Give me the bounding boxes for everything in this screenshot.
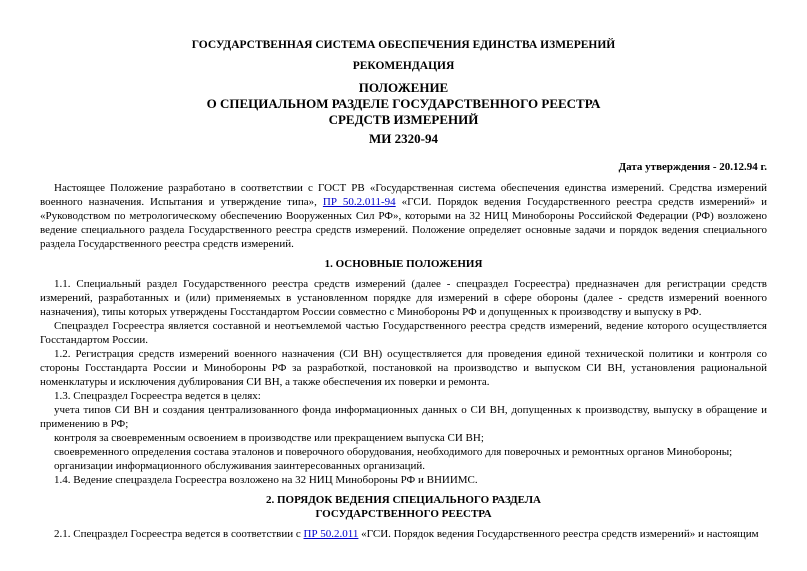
paragraph-1-4: 1.4. Ведение спецраздела Госреестра возложено на 32 НИЦ Минобороны РФ и ВНИИМС. <box>54 474 478 486</box>
pr-50-2-011-94-link[interactable]: ПР 50.2.011-94 <box>322 196 396 208</box>
paragraph-1-3c: своевременного определения состава эталонов и поверочного оборудования, необходимого для поверочных и ремонтных органов Минобороны; <box>54 446 733 458</box>
section-2-heading-line-2: ГОСУДАРСТВЕННОГО РЕЕСТРА <box>315 508 492 520</box>
section-2-heading-line-1: 2. ПОРЯДОК ВЕДЕНИЯ СПЕЦИАЛЬНОГО РАЗДЕЛА <box>266 494 541 506</box>
paragraph-1-3: 1.3. Спецраздел Госреестра ведется в целях: <box>54 390 261 402</box>
title-line-3: СРЕДСТВ ИЗМЕРЕНИЙ <box>328 112 479 127</box>
section-2-heading <box>40 493 767 521</box>
document-type: РЕКОМЕНДАЦИЯ <box>352 60 455 72</box>
document-body <box>40 181 767 541</box>
document-code: МИ 2320-94 <box>369 131 438 146</box>
paragraph-2-1 <box>40 527 767 541</box>
document-title <box>40 80 767 128</box>
title-line-1: ПОЛОЖЕНИЕ <box>358 80 449 95</box>
approval-date: Дата утверждения - 20.12.94 г. <box>618 161 767 173</box>
paragraph-1-1: 1.1. Специальный раздел Государственного реестра средств измерений (далее - спецраздел Госреестра) предназначен для регистрации средств измерений, разработанных и (или) применяемых в установленном порядке для измерений в сфере обороны (далее - средств измерений военного назначения), типы которых утверждены Госстандартом России совместно с Минобороны РФ и допущенных к производству и выпуску в РФ. <box>40 278 767 318</box>
paragraph-1-3b: контроля за своевременным освоением в производстве или прекращением выпуска СИ ВН; <box>54 432 484 444</box>
intro-paragraph <box>40 181 767 251</box>
intro-text-1: Настоящее Положение разработано в соответствии с ГОСТ РВ «Государственная система обеспечения единства измерений. Средства измерений военного назначения. Испытания и утверждение типа», <box>40 182 767 208</box>
paragraph-2-1-text-1: 2.1. Спецраздел Госреестра ведется в соответствии с <box>54 528 304 540</box>
pr-50-2-011-link[interactable]: ПР 50.2.011 <box>303 528 359 540</box>
intro-text-2: «ГСИ. Порядок ведения Государственного реестра средств измерений» и «Руководством по метрологическому обеспечению Вооруженных Сил РФ», которыми на 32 НИЦ Минобороны Российской Федерации (РФ) возложено ведение специального раздела Государственного реестра средств измерений. Положение определяет основные задачи и порядок ведения специального раздела Государственного реестра средств измерений. <box>40 196 767 250</box>
system-heading: ГОСУДАРСТВЕННАЯ СИСТЕМА ОБЕСПЕЧЕНИЯ ЕДИНСТВА ИЗМЕРЕНИЙ <box>191 39 616 51</box>
paragraph-1-3d: организации информационного обслуживания заинтересованных организаций. <box>54 460 426 472</box>
paragraph-1-3a: учета типов СИ ВН и создания централизованного фонда информационных данных о СИ ВН, допущенных к производству, выпуску в обращение и применению в РФ; <box>40 404 767 430</box>
paragraph-2-1-text-2: «ГСИ. Порядок ведения Государственного реестра средств измерений» и настоящим <box>358 528 759 540</box>
title-line-2: О СПЕЦИАЛЬНОМ РАЗДЕЛЕ ГОСУДАРСТВЕННОГО РЕЕСТРА <box>206 96 601 111</box>
paragraph-1-1b: Спецраздел Госреестра является составной и неотъемлемой частью Государственного реестра средств измерений, ведение которого осуществляется Госстандартом России. <box>40 320 767 346</box>
section-1-heading: 1. ОСНОВНЫЕ ПОЛОЖЕНИЯ <box>324 258 483 270</box>
paragraph-1-2: 1.2. Регистрация средств измерений военного назначения (СИ ВН) осуществляется для проведения единой технической политики и контроля со стороны Госстандарта России и Минобороны РФ за разработкой, постановкой на производство и выпуском СИ ВН, установления рациональной номенклатуры и исключения дублирования СИ ВН, а также обеспечения их поверки и ремонта. <box>40 348 767 388</box>
